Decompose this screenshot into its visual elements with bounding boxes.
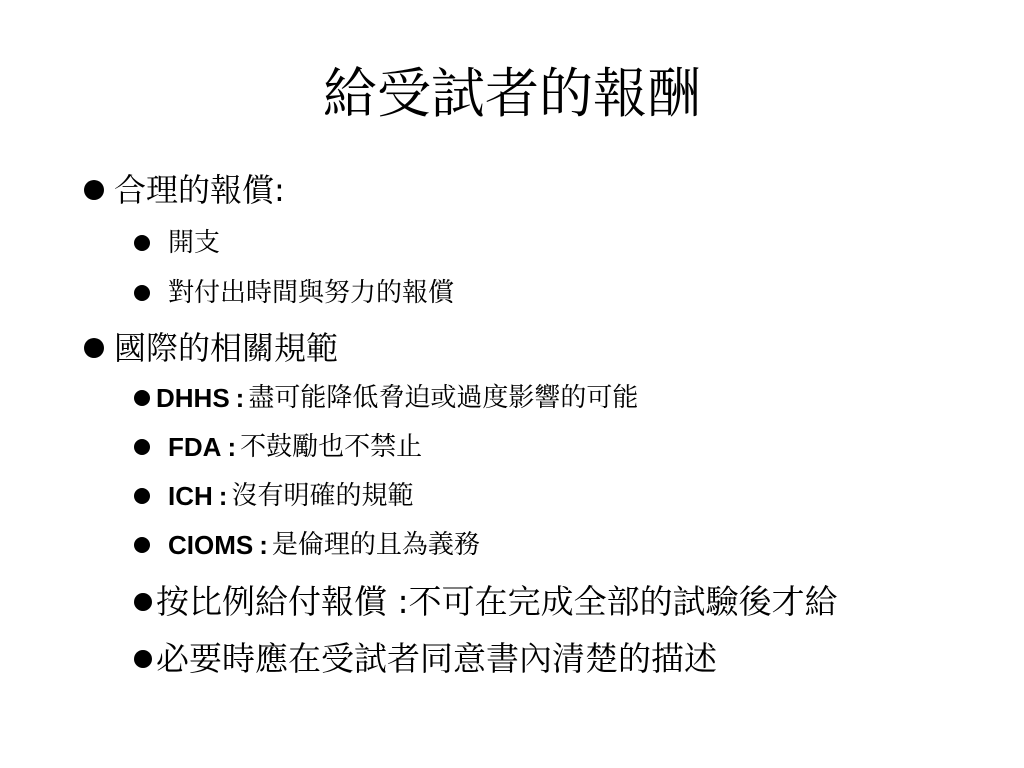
bullet-dot-icon	[134, 593, 152, 611]
regulation-term: DHHS	[156, 383, 230, 413]
bullet-text: 是倫理的且為義務	[271, 530, 480, 560]
bullet-dot-icon	[134, 235, 150, 251]
bullet-text: 對付出時間與努力的報償	[168, 278, 455, 308]
bullet-text: 按比例給付報償 :不可在完成全部的試驗後才給	[156, 582, 838, 621]
bullet-text: 盡可能降低脅迫或過度影響的可能	[248, 383, 639, 413]
separator: :	[259, 530, 268, 560]
sub-bullet-ich	[134, 479, 413, 513]
sub-bullet-expenses	[134, 226, 220, 260]
bullet-text: 國際的相關規範	[114, 329, 339, 367]
regulation-term: ICH	[168, 481, 213, 511]
bullet-dot-icon	[84, 180, 104, 200]
separator: :	[235, 383, 245, 413]
bullet-text: 合理的報償:	[114, 171, 285, 209]
separator: :	[227, 432, 237, 462]
bullet-dot-icon	[134, 488, 150, 504]
separator: :	[218, 481, 228, 511]
bullet-dot-icon	[134, 650, 152, 668]
slide-title: 給受試者的報酬	[323, 62, 701, 125]
bullet-dot-icon	[84, 338, 104, 358]
sub-bullet-time-effort	[134, 276, 454, 310]
bullet-dot-icon	[134, 285, 150, 301]
bullet-text: 開支	[168, 228, 221, 258]
bullet-text: 必要時應在受試者同意書內清楚的描述	[156, 639, 717, 678]
bullet-text: 不鼓勵也不禁止	[240, 432, 423, 462]
sub-bullet-cioms	[134, 528, 480, 562]
sub-bullet-fda	[134, 430, 422, 464]
regulation-term: FDA	[168, 432, 222, 462]
regulation-term: CIOMS	[168, 530, 254, 560]
bullet-international-regulations	[84, 328, 338, 368]
bullet-dot-icon	[134, 537, 150, 553]
bullet-dot-icon	[134, 439, 150, 455]
bullet-text: 沒有明確的規範	[231, 481, 414, 511]
sub-bullet-dhhs	[134, 381, 638, 415]
bullet-reasonable-compensation	[84, 170, 285, 210]
bullet-dot-icon	[134, 390, 150, 406]
sub-bullet-consent-form	[134, 638, 717, 680]
sub-bullet-proportional-payment	[134, 581, 838, 623]
